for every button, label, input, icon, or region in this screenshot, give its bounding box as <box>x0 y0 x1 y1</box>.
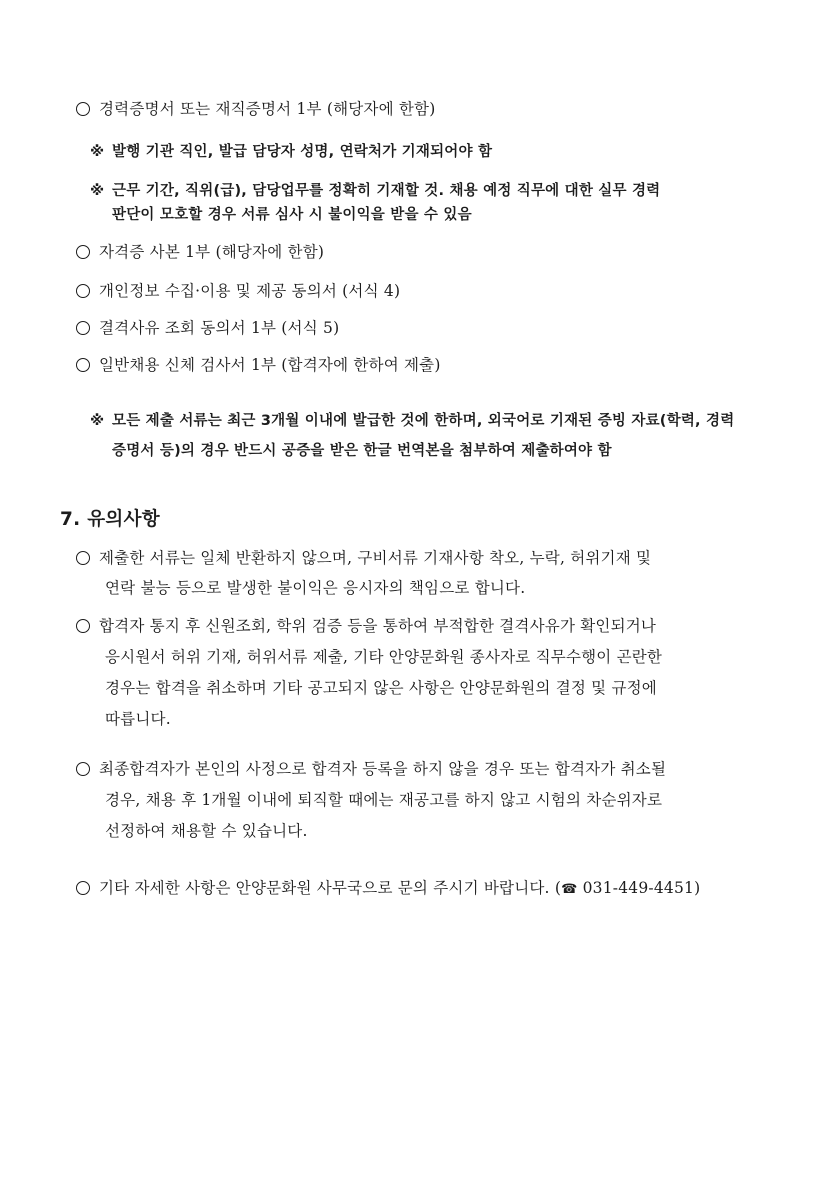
circle-bullet-icon <box>76 321 90 335</box>
section-heading: 7. 유의사항 <box>60 509 160 530</box>
notice-item-1-line1 <box>76 547 651 569</box>
notice-item-2-line1 <box>76 615 656 637</box>
notice-item-3-line1 <box>76 758 666 780</box>
notice-text: 제출한 서류는 일체 반환하지 않으며, 구비서류 기재사항 착오, 누락, 허위기재 및 <box>99 549 652 567</box>
list-item-text: 경력증명서 또는 재직증명서 1부 (해당자에 한함) <box>99 100 436 118</box>
note-career-detail-line1 <box>90 180 660 202</box>
note-text: 증명서 등)의 경우 반드시 공증을 받은 한글 번역본을 첨부하여 제출하여야 함 <box>112 443 612 459</box>
list-item-text: 결격사유 조회 동의서 1부 (서식 5) <box>99 319 340 337</box>
notice-item-3-line3 <box>105 820 308 842</box>
notice-text: 최종합격자가 본인의 사정으로 합격자 등록을 하지 않을 경우 또는 합격자가 취소될 <box>99 760 667 778</box>
phone-number: 031-449-4451) <box>577 879 701 897</box>
notice-text: 합격자 통지 후 신원조회, 학위 검증 등을 통하여 부적합한 결격사유가 확인되거나 <box>99 617 657 635</box>
note-career-issuer <box>90 141 492 163</box>
list-item-career-certificate <box>76 98 435 120</box>
circle-bullet-icon <box>76 881 90 895</box>
phone-icon: ☎ <box>561 882 578 897</box>
notice-item-2-line2 <box>105 646 662 668</box>
circle-bullet-icon <box>76 762 90 776</box>
circle-bullet-icon <box>76 284 90 298</box>
circle-bullet-icon <box>76 358 90 372</box>
notice-item-4 <box>76 877 700 901</box>
circle-bullet-icon <box>76 102 90 116</box>
note-career-detail-line2 <box>112 204 472 226</box>
notice-text: 따릅니다. <box>105 710 171 728</box>
reference-mark-icon: ※ <box>90 183 105 199</box>
list-item-text: 자격증 사본 1부 (해당자에 한함) <box>99 243 325 261</box>
circle-bullet-icon <box>76 619 90 633</box>
reference-mark-icon: ※ <box>90 144 105 160</box>
list-item-disqualification-consent <box>76 317 339 339</box>
note-text: 모든 제출 서류는 최근 3개월 이내에 발급한 것에 한하며, 외국어로 기재된 증빙 자료(학력, 경력 <box>112 413 735 429</box>
list-item-license <box>76 241 324 263</box>
list-item-health-check <box>76 354 441 376</box>
list-item-text: 개인정보 수집·이용 및 제공 동의서 (서식 4) <box>99 282 401 300</box>
circle-bullet-icon <box>76 551 90 565</box>
notice-text: 응시원서 허위 기재, 허위서류 제출, 기타 안양문화원 종사자로 직무수행이 곤란한 <box>105 648 663 666</box>
note-general-line1 <box>90 410 734 432</box>
notice-item-1-line2 <box>105 577 525 599</box>
notice-text: 선정하여 채용할 수 있습니다. <box>105 822 308 840</box>
notice-text: 경우는 합격을 취소하며 기타 공고되지 않은 사항은 안양문화원의 결정 및 규정에 <box>105 679 657 697</box>
note-general-line2 <box>112 440 612 462</box>
note-text: 발행 기관 직인, 발급 담당자 성명, 연락처가 기재되어야 함 <box>112 144 493 160</box>
note-text: 근무 기간, 직위(급), 담당업무를 정확히 기재할 것. 채용 예정 직무에 대한 실무 경력 <box>112 183 661 199</box>
note-text: 판단이 모호할 경우 서류 심사 시 불이익을 받을 수 있음 <box>112 207 472 223</box>
notice-text: 연락 불능 등으로 발생한 불이익은 응시자의 책임으로 합니다. <box>105 579 526 597</box>
reference-mark-icon: ※ <box>90 413 105 429</box>
circle-bullet-icon <box>76 245 90 259</box>
notice-item-2-line3 <box>105 677 657 699</box>
notice-text: 경우, 채용 후 1개월 이내에 퇴직할 때에는 재공고를 하지 않고 시험의 차순위자로 <box>105 791 663 809</box>
notice-item-2-line4 <box>105 708 171 730</box>
list-item-text: 일반채용 신체 검사서 1부 (합격자에 한하여 제출) <box>99 356 441 374</box>
notice-text: 기타 자세한 사항은 안양문화원 사무국으로 문의 주시기 바랍니다. ( <box>99 879 562 897</box>
list-item-privacy-consent <box>76 280 400 302</box>
notice-item-3-line2 <box>105 789 662 811</box>
